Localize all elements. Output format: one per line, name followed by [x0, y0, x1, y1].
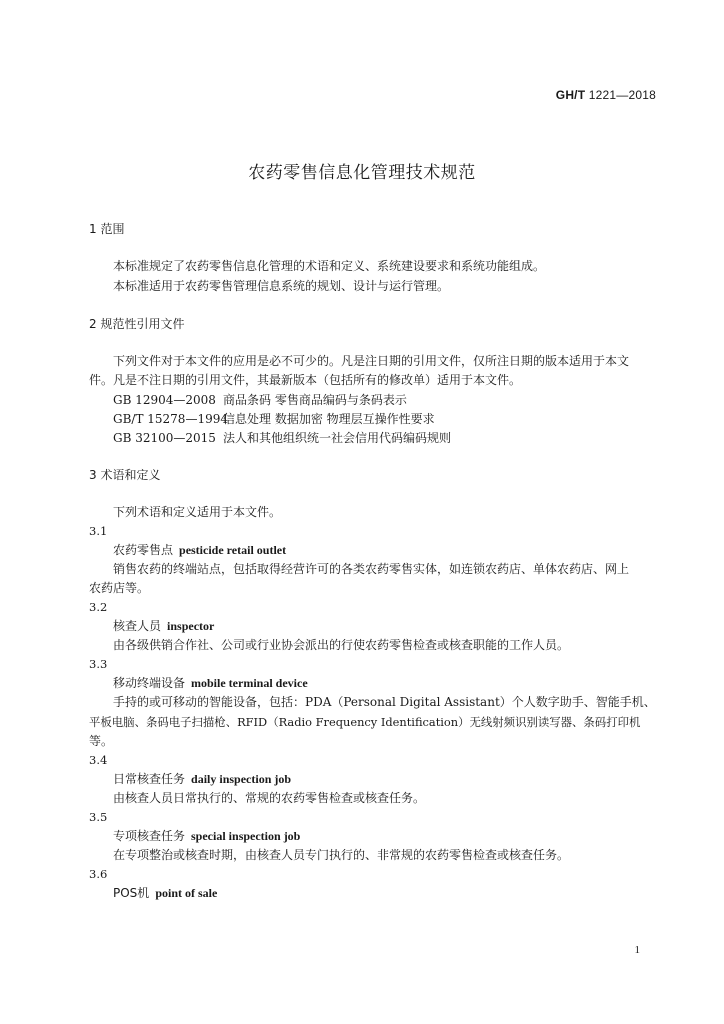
- term-definition: 在专项整治或核查时期，由核查人员专门执行的、非常规的农药零售检查或核查任务。: [113, 848, 570, 862]
- term-zh: 专项核查任务: [113, 829, 186, 843]
- reference-item: [113, 392, 407, 408]
- section-heading-normative-references: 2 规范性引用文件: [89, 317, 185, 331]
- reference-title: 法人和其他组织统一社会信用代码编码规则: [223, 431, 452, 445]
- paragraph: 下列文件对于本文件的应用是必不可少的。凡是注日期的引用文件，仅所注日期的版本适用于本文: [113, 354, 630, 368]
- reference-item: [113, 411, 435, 427]
- reference-code: GB/T 15278—1994: [113, 412, 228, 426]
- term-heading: [113, 828, 300, 844]
- term-heading: [113, 618, 214, 634]
- document-title: 农药零售信息化管理技术规范: [248, 163, 476, 183]
- term-en: pesticide retail outlet: [179, 543, 287, 557]
- term-number: 3.2: [89, 600, 108, 614]
- term-en: daily inspection job: [191, 772, 292, 786]
- term-number: 3.6: [89, 867, 108, 881]
- term-en: inspector: [167, 619, 215, 633]
- term-en: point of sale: [155, 886, 218, 900]
- standard-code: [556, 88, 656, 102]
- page-number: 1: [634, 944, 640, 956]
- standard-code-number: 1221—2018: [588, 88, 656, 102]
- term-definition-continued: 等。: [89, 734, 114, 748]
- reference-item: [113, 430, 451, 446]
- term-definition: 手持的或可移动的智能设备，包括：PDA（Personal Digital Assistant）个人数字助手、智能手机、: [113, 695, 656, 709]
- section-heading-terms: 3 术语和定义: [89, 468, 161, 482]
- paragraph-continued: 件。凡是不注日期的引用文件，其最新版本（包括所有的修改单）适用于本文件。: [89, 373, 522, 387]
- term-definition: 销售农药的终端站点，包括取得经营许可的各类农药零售实体，如连锁农药店、单体农药店、网上: [113, 562, 630, 576]
- reference-code: GB 12904—2008: [113, 393, 216, 407]
- term-zh: 日常核查任务: [113, 772, 186, 786]
- term-zh: 农药零售点: [113, 543, 174, 557]
- term-en: mobile terminal device: [191, 676, 308, 690]
- term-heading: [113, 542, 286, 558]
- term-definition: 由各级供销合作社、公司或行业协会派出的行使农药零售检查或核查职能的工作人员。: [113, 638, 570, 652]
- term-number: 3.5: [89, 810, 108, 824]
- term-heading: [113, 675, 308, 691]
- term-number: 3.4: [89, 753, 108, 767]
- term-zh: POS机: [113, 886, 150, 900]
- paragraph: 本标准规定了农药零售信息化管理的术语和定义、系统建设要求和系统功能组成。: [113, 259, 546, 273]
- term-definition-continued: 农药店等。: [89, 581, 150, 595]
- reference-title: 商品条码 零售商品编码与条码表示: [223, 393, 407, 407]
- section-heading-scope: 1 范围: [89, 222, 125, 236]
- reference-title: 信息处理 数据加密 物理层互操作性要求: [223, 412, 435, 426]
- term-heading: [113, 885, 217, 901]
- term-number: 3.1: [89, 524, 108, 538]
- term-zh: 移动终端设备: [113, 676, 186, 690]
- term-zh: 核查人员: [113, 619, 162, 633]
- standard-code-prefix: GH/T: [555, 88, 586, 102]
- term-number: 3.3: [89, 657, 108, 671]
- term-definition: 由核查人员日常执行的、常规的农药零售检查或核查任务。: [113, 791, 426, 805]
- term-heading: [113, 771, 291, 787]
- paragraph: 下列术语和定义适用于本文件。: [113, 505, 282, 519]
- term-definition-continued: 平板电脑、条码电子扫描枪、RFID（Radio Frequency Identification）无线射频识别读写器、条码打印机: [89, 715, 641, 729]
- term-en: special inspection job: [191, 829, 301, 843]
- paragraph: 本标准适用于农药零售管理信息系统的规划、设计与运行管理。: [113, 279, 450, 293]
- reference-code: GB 32100—2015: [113, 431, 216, 445]
